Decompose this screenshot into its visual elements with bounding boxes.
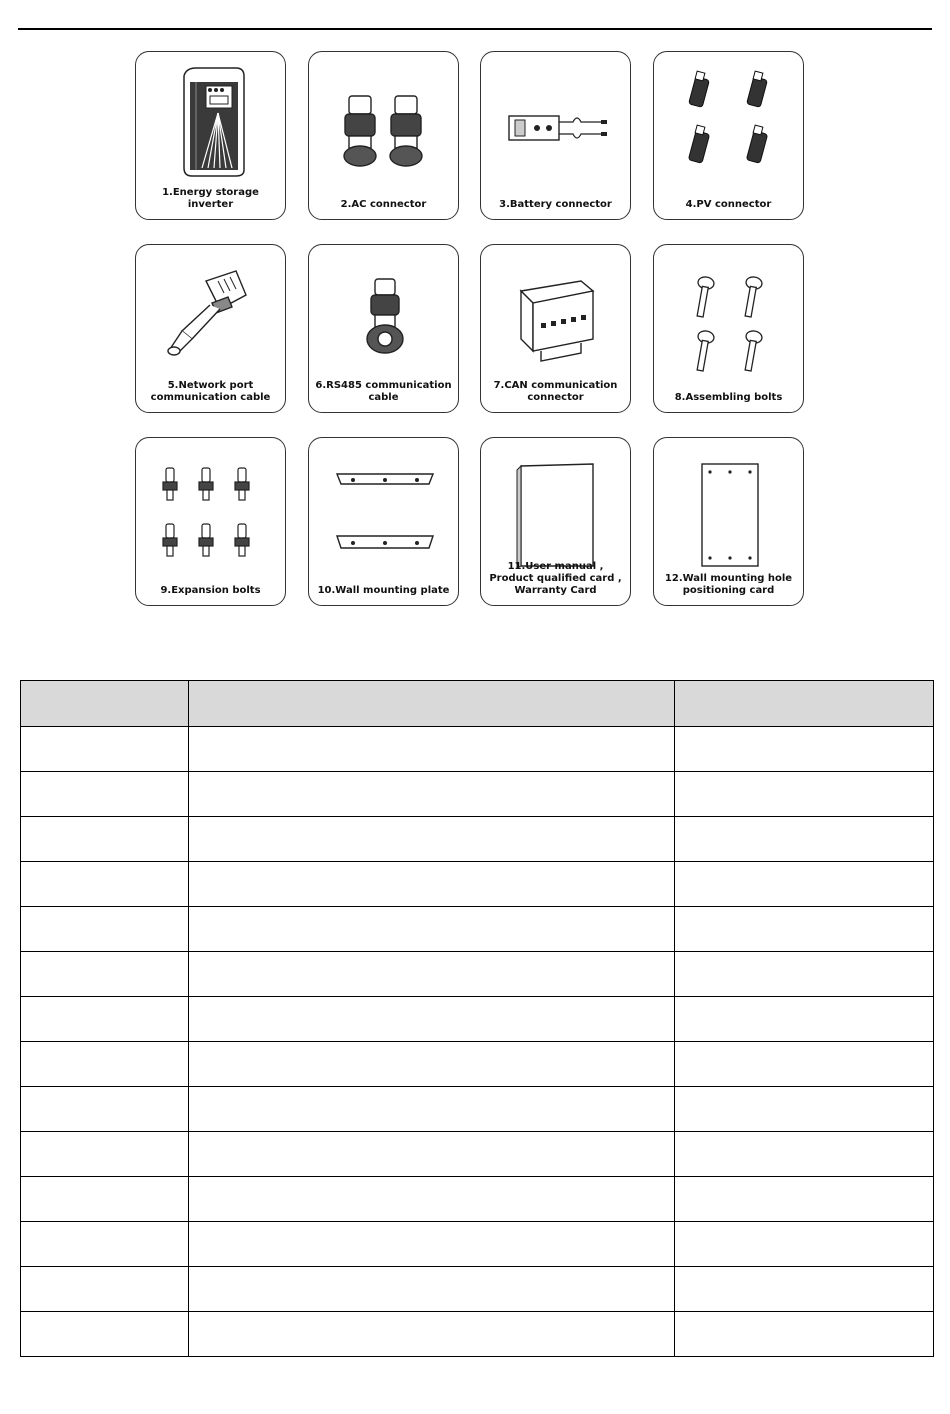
table-cell bbox=[188, 862, 674, 907]
table-cell bbox=[21, 952, 189, 997]
item-label: 9.Expansion bolts bbox=[160, 585, 261, 596]
table-row bbox=[21, 1087, 934, 1132]
item-card-user-manual bbox=[480, 437, 631, 606]
table-cell bbox=[674, 1042, 933, 1087]
table-cell bbox=[674, 1177, 933, 1222]
item-card-battery-connector bbox=[480, 51, 631, 220]
table-cell bbox=[188, 1267, 674, 1312]
packing-list-table bbox=[20, 680, 934, 1357]
table-cell bbox=[674, 862, 933, 907]
table-cell bbox=[21, 1267, 189, 1312]
table-row bbox=[21, 952, 934, 997]
table-header-cell bbox=[188, 681, 674, 727]
item-label: 3.Battery connector bbox=[499, 199, 612, 210]
item-label: 10.Wall mounting plate bbox=[317, 585, 450, 596]
table-cell bbox=[674, 817, 933, 862]
item-label: 2.AC connector bbox=[340, 199, 427, 210]
item-card-network-cable bbox=[135, 244, 286, 413]
can-connector-icon bbox=[481, 251, 632, 376]
table-row bbox=[21, 862, 934, 907]
table-row bbox=[21, 1267, 934, 1312]
table-row bbox=[21, 772, 934, 817]
item-label: 5.Network port communication cable bbox=[150, 380, 271, 403]
table-cell bbox=[188, 1177, 674, 1222]
item-card-can-connector bbox=[480, 244, 631, 413]
table-cell bbox=[188, 1132, 674, 1177]
table-cell bbox=[674, 907, 933, 952]
table-cell bbox=[21, 907, 189, 952]
table-cell bbox=[188, 1087, 674, 1132]
table-cell bbox=[21, 817, 189, 862]
table-cell bbox=[674, 727, 933, 772]
item-card-pv-connector bbox=[653, 51, 804, 220]
user-manual-icon bbox=[481, 444, 632, 569]
table-row bbox=[21, 727, 934, 772]
ac-connector-icon bbox=[309, 58, 460, 183]
table-row bbox=[21, 1132, 934, 1177]
table-cell bbox=[21, 727, 189, 772]
table-cell bbox=[188, 952, 674, 997]
wall-mounting-plate-icon bbox=[309, 444, 460, 569]
table-cell bbox=[188, 727, 674, 772]
table-cell bbox=[188, 907, 674, 952]
table-row bbox=[21, 997, 934, 1042]
table-cell bbox=[188, 817, 674, 862]
item-card-inverter bbox=[135, 51, 286, 220]
table-cell bbox=[188, 1312, 674, 1357]
item-card-wall-mounting-plate bbox=[308, 437, 459, 606]
table-row bbox=[21, 1042, 934, 1087]
table-cell bbox=[674, 1087, 933, 1132]
battery-connector-icon bbox=[481, 58, 632, 183]
item-label: 4.PV connector bbox=[685, 199, 772, 210]
table-row bbox=[21, 1177, 934, 1222]
table-header-cell bbox=[674, 681, 933, 727]
pv-connector-icon bbox=[654, 58, 805, 183]
table-header-cell bbox=[21, 681, 189, 727]
item-card-rs485-cable bbox=[308, 244, 459, 413]
network-cable-icon bbox=[136, 251, 287, 376]
table-cell bbox=[21, 1177, 189, 1222]
table-cell bbox=[674, 772, 933, 817]
table-cell bbox=[21, 1222, 189, 1267]
item-card-expansion-bolts bbox=[135, 437, 286, 606]
item-label: 7.CAN communication connector bbox=[493, 380, 618, 403]
table-cell bbox=[188, 997, 674, 1042]
table-cell bbox=[674, 997, 933, 1042]
table-row bbox=[21, 1312, 934, 1357]
table-cell bbox=[674, 1312, 933, 1357]
table-cell bbox=[21, 1042, 189, 1087]
table-row bbox=[21, 817, 934, 862]
table-cell bbox=[21, 997, 189, 1042]
table-row bbox=[21, 1222, 934, 1267]
table-cell bbox=[188, 1042, 674, 1087]
table-cell bbox=[21, 862, 189, 907]
item-card-assembling-bolts bbox=[653, 244, 804, 413]
item-label: 11.User manual , Product qualified card , Warranty Card bbox=[489, 561, 622, 596]
table-cell bbox=[674, 1267, 933, 1312]
item-card-ac-connector bbox=[308, 51, 459, 220]
expansion-bolts-icon bbox=[136, 444, 287, 569]
table-row bbox=[21, 907, 934, 952]
assembling-bolts-icon bbox=[654, 251, 805, 376]
rs485-cable-icon bbox=[309, 251, 460, 376]
table-cell bbox=[188, 772, 674, 817]
table-cell bbox=[21, 1087, 189, 1132]
top-rule bbox=[18, 28, 932, 30]
table-cell bbox=[674, 952, 933, 997]
table-cell bbox=[674, 1222, 933, 1267]
item-card-positioning-card bbox=[653, 437, 804, 606]
item-label: 12.Wall mounting hole positioning card bbox=[664, 573, 793, 596]
table-cell bbox=[674, 1132, 933, 1177]
table-cell bbox=[188, 1222, 674, 1267]
item-label: 6.RS485 communication cable bbox=[315, 380, 452, 403]
item-label: 8.Assembling bolts bbox=[674, 392, 783, 403]
table-header-row bbox=[21, 681, 934, 727]
table-cell bbox=[21, 1312, 189, 1357]
energy-storage-inverter-icon bbox=[136, 58, 287, 183]
item-label: 1.Energy storage inverter bbox=[162, 187, 259, 210]
positioning-card-icon bbox=[654, 444, 805, 569]
table-cell bbox=[21, 1132, 189, 1177]
table-cell bbox=[21, 772, 189, 817]
